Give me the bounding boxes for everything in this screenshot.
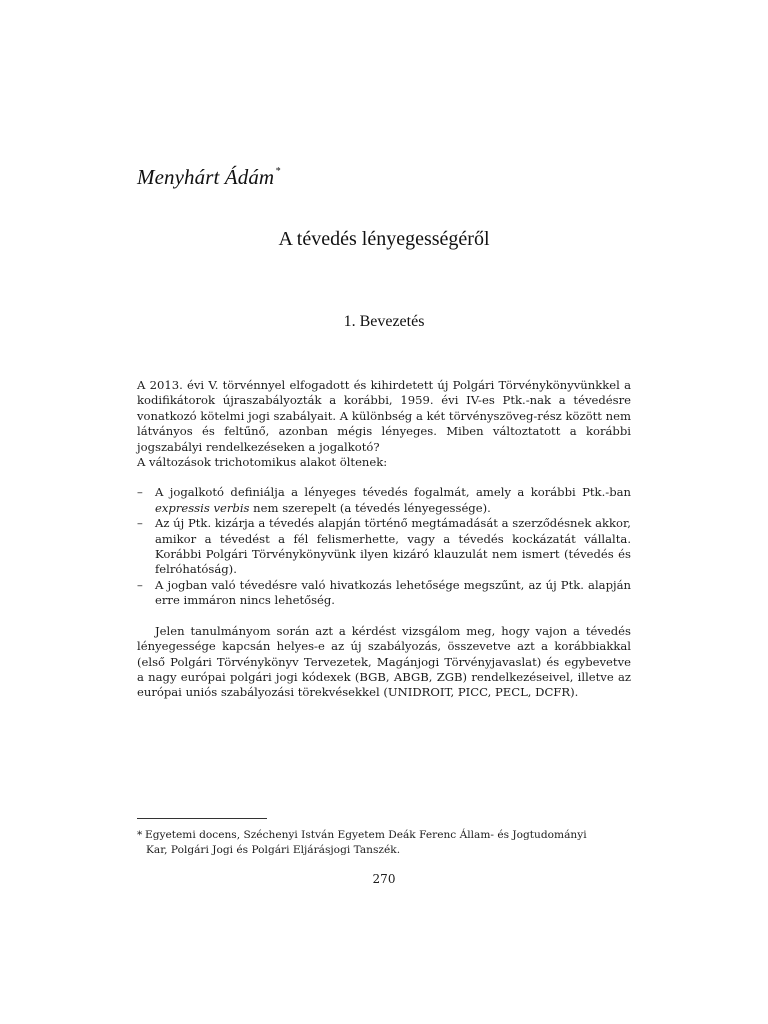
list-item-text: Az új Ptk. kizárja a tévedés alapján történő megtámadását a szerződésnek akkor, amikor a tévedést a fél felismerhette, vagy a tévedés kockázatát vállalta. Korábbi Polgári Törvénykönyvünk ilyen kizáró klauzulát nem ismert (tévedés és felróhatóság). (155, 516, 631, 577)
article-title: A tévedés lényegességéről (278, 228, 490, 250)
list-dash: – (137, 516, 143, 531)
footnote-line-1 (137, 828, 631, 843)
intro-paragraph: A 2013. évi V. törvénnyel elfogadott és kihirdetett új Polgári Törvénykönyvünkkel a kodifikátorok újraszabályozták a korábbi, 1959. évi IV-es Ptk.-nak a tévedésre vonatkozó kötelmi jogi szabályait. A különbség a két törvényszöveg-rész között nem látványos és feltűnő, azonban mégis lényeges. Miben változtatott a korábbi jogszabályi rendelkezéseken a jogalkotó? (137, 378, 631, 454)
list-item-text: A jogban való tévedésre való hivatkozás lehetősége megszűnt, az új Ptk. alapján erre immáron nincs lehetőség. (155, 577, 631, 608)
section-heading: 1. Bevezetés (343, 313, 425, 330)
page-number: 270 (372, 872, 396, 886)
footnote-text: Egyetemi docens, Széchenyi István Egyetem Deák Ferenc Állam- és Jogtudományi (145, 829, 587, 841)
footnote-divider (137, 818, 267, 819)
footnote (137, 828, 631, 857)
footnote-marker: * (137, 829, 143, 841)
body-text (137, 378, 631, 701)
author-name (137, 165, 280, 190)
list-item (137, 485, 631, 516)
list-item-text: A jogalkotó definiálja a lényeges tévedés fogalmát, amely a korábbi Ptk.-ban (155, 485, 631, 500)
change-list (137, 485, 631, 608)
list-dash: – (137, 577, 143, 592)
intro-list-lead: A változások trichotomikus alakot öltenek: (137, 455, 388, 470)
author-footnote-marker: * (275, 166, 281, 177)
list-item (137, 578, 631, 609)
list-dash: – (137, 485, 143, 500)
footnote-line-2: Kar, Polgári Jogi és Polgári Eljárásjogi Tanszék. (146, 843, 401, 856)
list-item (137, 516, 631, 578)
list-item-italic: expressis verbis (155, 500, 250, 515)
author-name-text: Menyhárt Ádám (137, 165, 275, 189)
closing-paragraph: Jelen tanulmányom során azt a kérdést vizsgálom meg, hogy vajon a tévedés lényegessége kapcsán helyes-e az új szabályozás, összevetve azt a korábbiakkal (első Polgári Törvénykönyv Tervezetek, Magánjogi Törvényjavaslat) és egybevetve a nagy európai polgári jogi kódexek (BGB, ABGB, ZGB) rendelkezéseivel, illetve az európai uniós szabályozási törekvésekkel (UNIDROIT, PICC, PECL, DCFR). (137, 623, 631, 700)
list-item-text: nem szerepelt (a tévedés lényegessége). (249, 500, 491, 515)
